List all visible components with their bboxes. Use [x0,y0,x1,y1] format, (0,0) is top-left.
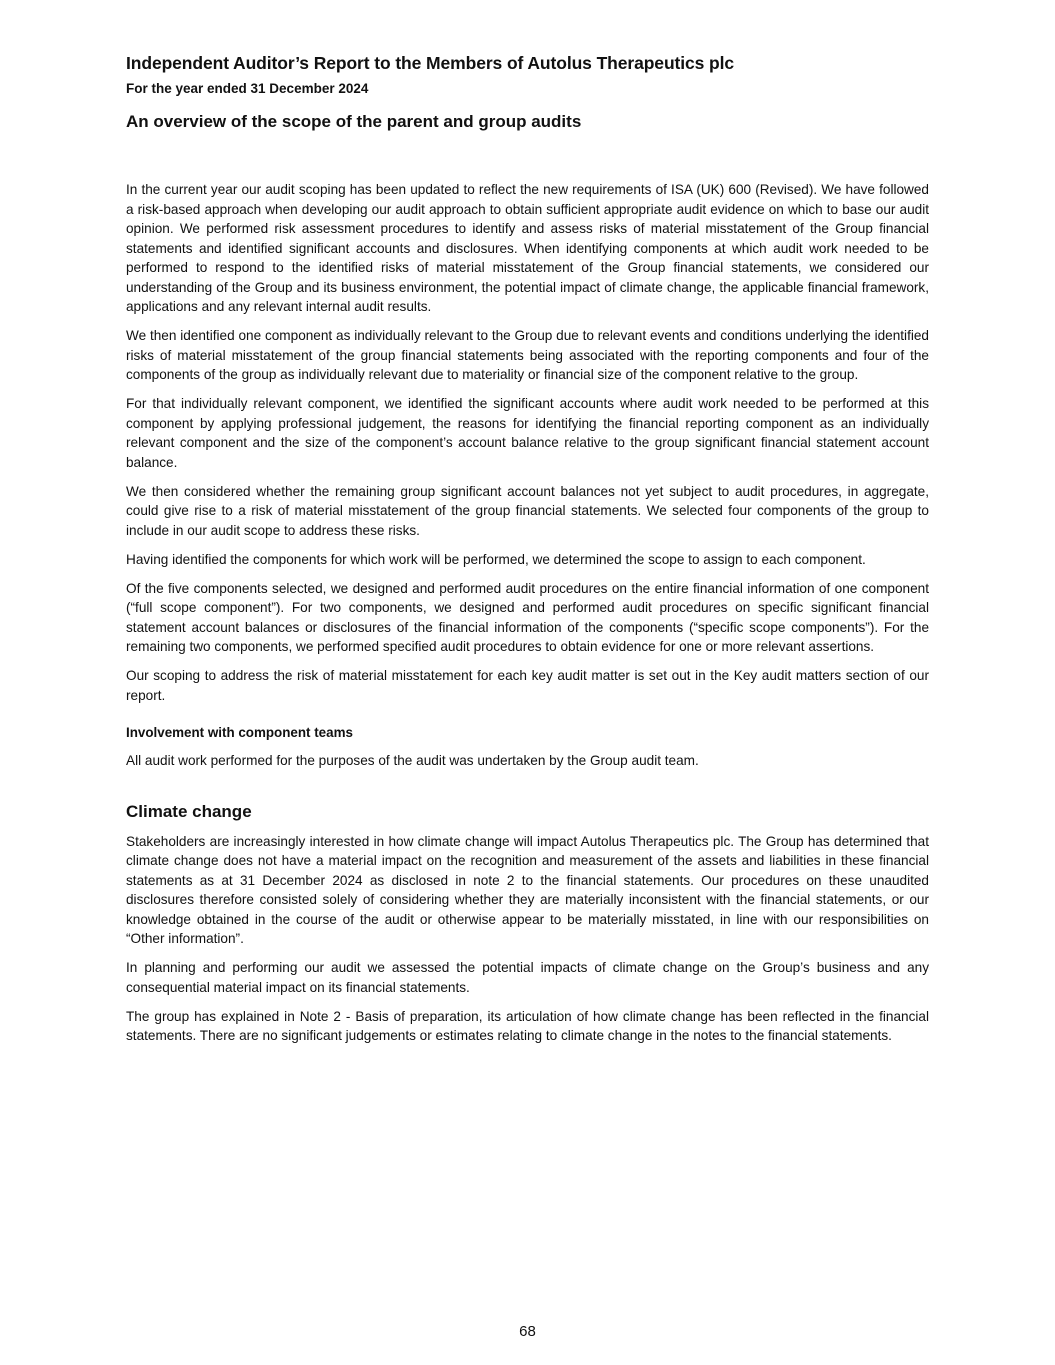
scope-paragraph: Of the five components selected, we designed and performed audit procedures on the entire financial information of one component (“full scope component”). For two components, we designed and performed audit procedures on specific significant financial statement account balances or disclosures of the financial information of the components (“specific scope components”). For the remaining two components, we performed specified audit procedures to obtain evidence for one or more relevant assertions. [126,580,929,654]
climate-paragraph: The group has explained in Note 2 - Basis of preparation, its articulation of how climate change has been reflected in the financial statements. There are no significant judgements or estimates relating to climate change in the notes to the financial statements. [126,1008,929,1043]
report-period: For the year ended 31 December 2024 [126,81,369,96]
scope-paragraph: Our scoping to address the risk of material misstatement for each key audit matter is set out in the Key audit matters section of our report. [126,668,929,703]
scope-section-body [126,180,929,1046]
scope-section-title: An overview of the scope of the parent and group audits [126,112,582,131]
page-number: 68 [519,1323,536,1340]
climate-section-title: Climate change [126,801,252,821]
report-page [126,52,929,1055]
scope-paragraph: We then identified one component as individually relevant to the Group due to relevant events and conditions underlying the identified risks of material misstatement of the group financial statements being associated with the reporting components and four of the components of the group as individually relevant due to materiality or financial size of the component relative to the group. [126,328,929,382]
scope-paragraph: We then considered whether the remaining group significant account balances not yet subject to audit procedures, in aggregate, could give rise to a risk of material misstatement of the group financial statements. We selected four components of the group to include in our audit scope to address these risks. [126,483,929,538]
climate-paragraph: In planning and performing our audit we assessed the potential impacts of climate change on the Group’s business and any consequential material impact on its financial statements. [126,960,929,995]
climate-paragraph: Stakeholders are increasingly interested in how climate change will impact Autolus Therapeutics plc. The Group has determined that climate change does not have a material impact on the recognition and measurement of the assets and liabilities in these financial statements as at 31 December 2024 as disclosed in note 2 to the financial statements. Our procedures on these unaudited disclosures therefore consisted solely of considering whether they are materially inconsistent with the financial statements, or our knowledge obtained in the course of the audit or otherwise appear to be materially misstated, in line with our responsibilities on “Other information”. [126,833,929,946]
component-teams-heading: Involvement with component teams [126,725,353,740]
scope-paragraph: Having identified the components for which work will be performed, we determined the scope to assign to each component. [126,551,866,567]
component-teams-paragraph: All audit work performed for the purposes of the audit was undertaken by the Group audit team. [126,753,699,768]
scope-paragraph: In the current year our audit scoping has been updated to reflect the new requirements of ISA (UK) 600 (Revised). We have followed a risk-based approach when developing our audit approach to obtain sufficient appropriate audit evidence on which to base our audit opinion. We performed risk assessment procedures to identify and assess risks of material misstatement of the Group financial statements and identified significant accounts and disclosures. When identifying components at which audit work needed to be performed to respond to the identified risks of material misstatement of the Group financial statements, we considered our understanding of the Group and its business environment, the potential impact of climate change, the applicable financial framework, applications and any relevant internal audit results. [126,182,929,314]
scope-paragraph: For that individually relevant component, we identified the significant accounts where audit work needed to be performed at this component by applying professional judgement, the reasons for identifying the financial reporting component as an individually relevant component and the size of the component’s account balance relative to the group significant financial statement account balance. [126,396,929,470]
report-title: Independent Auditor’s Report to the Members of Autolus Therapeutics plc [126,53,735,73]
